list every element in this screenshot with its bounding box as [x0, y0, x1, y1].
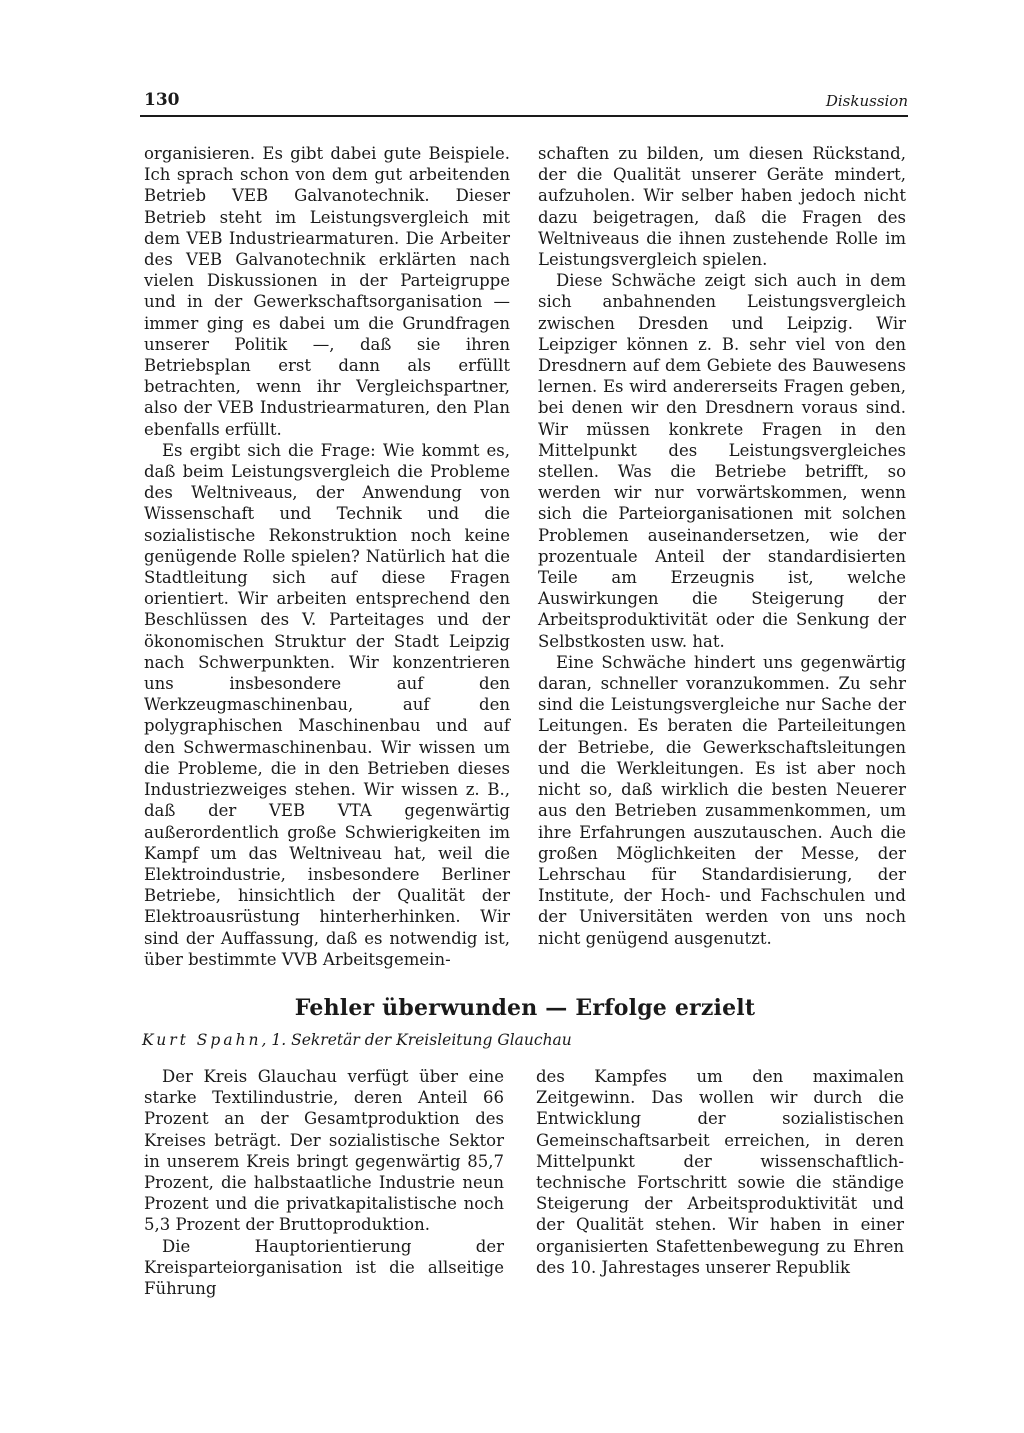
article-2-byline — [142, 1031, 904, 1049]
article-2-column-1 — [144, 1066, 504, 1299]
paragraph: Die Hauptorientierung der Kreisparteiorganisation ist die allseitige Führung — [144, 1236, 504, 1299]
paragraph: organisieren. Es gibt dabei gute Beispiele. Ich sprach schon von dem gut arbeitenden Betrieb VEB Galvanotechnik. Dieser Betrieb steht im Leistungsvergleich mit dem VEB Industriearmaturen. Die Arbeiter des VEB Galvanotechnik erklärten nach vielen Diskussionen in der Parteigruppe und in der Gewerkschaftsorganisation — immer ging es dabei um die Grundfragen unserer Politik —, daß sie ihren Betriebsplan erst dann als erfüllt betrachten, wenn ihr Vergleichspartner, also der VEB Industriearmaturen, den Plan ebenfalls erfüllt. — [144, 144, 510, 439]
article-2-column-2 — [536, 1066, 904, 1278]
paragraph: des Kampfes um den maximalen Zeitgewinn. Das wollen wir durch die Entwicklung der sozialistischen Gemeinschaftsarbeit erreichen, in deren Mittelpunkt der wissenschaftlich-technische Fortschritt sowie die ständige Steigerung der Arbeitsproduktivität und der Qualität stehen. Wir haben in einer organisierten Stafettenbewegung zu Ehren des 10. Jahrestages unserer Republik — [536, 1067, 904, 1277]
author-name: Kurt Spahn — [142, 1031, 262, 1049]
paragraph: Der Kreis Glauchau verfügt über eine starke Textilindustrie, deren Anteil 66 Prozent an der Gesamtproduktion des Kreises beträgt. Der sozialistische Sektor in unserem Kreis bringt gegenwärtig 85,7 Prozent, die halbstaatliche Industrie neun Prozent und die privatkapitalistische noch 5,3 Prozent der Bruttoproduktion. — [144, 1067, 504, 1235]
paragraph: Es ergibt sich die Frage: Wie kommt es, daß beim Leistungsvergleich die Probleme des Weltniveaus, der Anwendung von Wissenschaft und Technik und die sozialistische Rekonstruktion noch keine genügende Rolle spielen? Natürlich hat die Stadtleitung sich auf diese Fragen orientiert. Wir arbeiten entsprechend den Beschlüssen des V. Parteitages und der ökonomischen Struktur der Stadt Leipzig nach Schwerpunkten. Wir konzentrieren uns insbesondere auf den Werkzeugmaschinenbau, auf den polygraphischen Maschinenbau und auf den Schwermaschinenbau. Wir wissen um die Probleme, die in den Betrieben dieses Industriezweiges stehen. Wir wissen z. B., daß der VEB VTA gegenwärtig außerordentlich große Schwierigkeiten im Kampf um das Weltniveau hat, weil die Elektroindustrie, insbesondere Berliner Betriebe, hinsichtlich der Qualität der Elektroausrüstung hinterherhinken. Wir sind der Auffassung, daß es notwendig ist, über bestimmte VVB Arbeitsgemein- — [144, 440, 510, 969]
article-2-title: Fehler überwunden — Erfolge erzielt — [294, 995, 756, 1021]
running-head: Diskussion — [825, 92, 908, 110]
article-1-column-1 — [144, 143, 510, 970]
paragraph: Diese Schwäche zeigt sich auch in dem sich anbahnenden Leistungsvergleich zwischen Dresden und Leipzig. Wir Leipziger können z. B. sehr viel von den Dresdnern auf dem Gebiete des Bauwesens lernen. Es wird andererseits Fragen geben, bei denen wir den Dresdnern voraus sind. Wir müssen konkrete Fragen in den Mittelpunkt des Leistungsvergleiches stellen. Was die Betriebe betrifft, so werden wir nur vorwärtskommen, wenn sich die Parteiorganisationen mit solchen Problemen auseinandersetzen, wie der prozentuale Anteil der standardisierten Teile am Erzeugnis ist, welche Auswirkungen die Steigerung der Arbeitsproduktivität oder die Senkung der Selbstkosten usw. hat. — [538, 271, 906, 651]
article-1-column-2 — [538, 143, 906, 949]
paragraph: schaften zu bilden, um diesen Rückstand, der die Qualität unserer Geräte mindert, aufzuholen. Wir selber haben jedoch nicht dazu beigetragen, daß die Fragen des Weltniveaus die ihnen zustehende Rolle im Leistungsvergleich spielen. — [538, 144, 906, 270]
header-rule — [140, 115, 908, 117]
page-number: 130 — [144, 90, 180, 110]
paragraph: Eine Schwäche hindert uns gegenwärtig daran, schneller voranzukommen. Zu sehr sind die Leistungsvergleiche nur Sache der Leitungen. Es beraten die Parteileitungen der Betriebe, die Gewerkschaftsleitungen und die Werkleitungen. Es ist aber noch nicht so, daß wirklich die besten Neuerer aus den Betrieben zusammenkommen, um ihre Erfahrungen auszutauschen. Auch die großen Möglichkeiten der Messe, der Lehrschau für Standardisierung, der Institute, der Hoch- und Fachschulen und der Universitäten werden von uns noch nicht genügend ausgenutzt. — [538, 652, 906, 948]
author-role: , 1. Sekretär der Kreisleitung Glauchau — [261, 1031, 572, 1049]
